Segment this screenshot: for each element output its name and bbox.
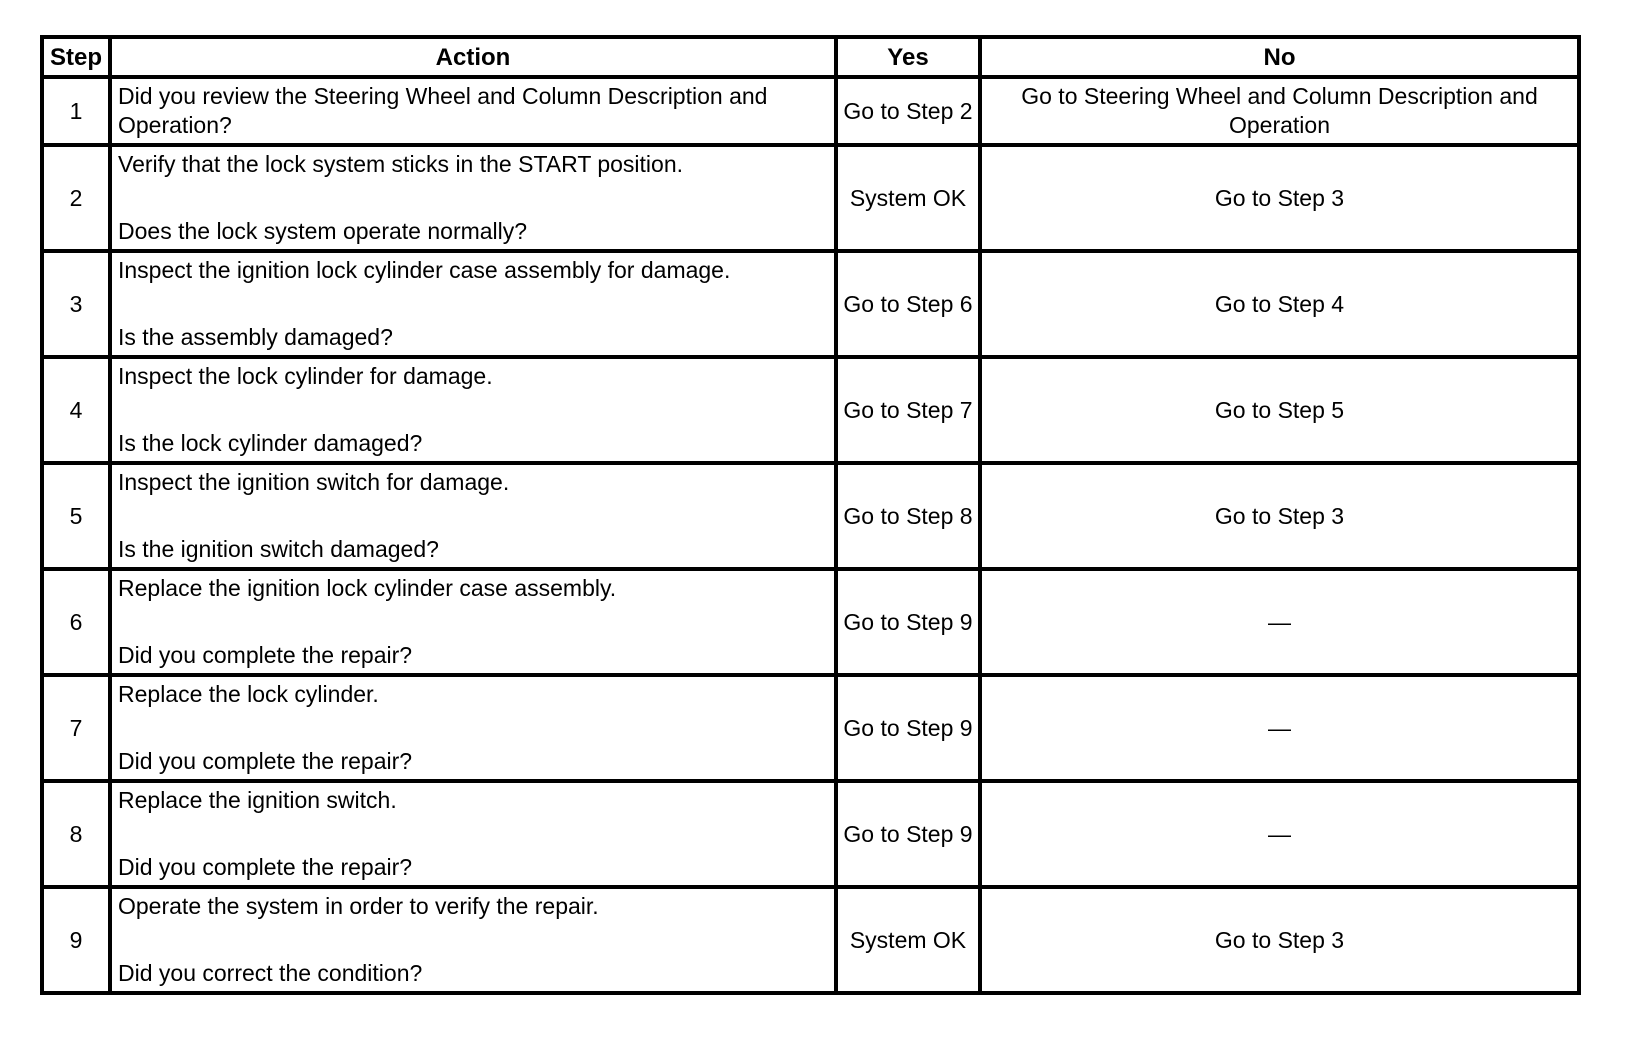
no-result: — xyxy=(980,781,1579,887)
action-instruction: Inspect the ignition lock cylinder case assembly for damage. xyxy=(118,257,731,283)
no-result: Go to Step 3 xyxy=(980,145,1579,251)
step-number: 5 xyxy=(42,463,110,569)
action-instruction: Replace the lock cylinder. xyxy=(118,681,379,707)
action-instruction: Inspect the ignition switch for damage. xyxy=(118,469,510,495)
header-step: Step xyxy=(42,37,110,77)
table-row xyxy=(42,675,1579,781)
yes-result: Go to Step 8 xyxy=(836,463,980,569)
action-instruction: Operate the system in order to verify the repair. xyxy=(118,893,599,919)
action-question: Did you complete the repair? xyxy=(118,748,413,774)
action-cell xyxy=(110,887,836,993)
yes-result: Go to Step 2 xyxy=(836,77,980,145)
step-number: 7 xyxy=(42,675,110,781)
table-row xyxy=(42,357,1579,463)
no-result: Go to Step 3 xyxy=(980,463,1579,569)
header-action: Action xyxy=(110,37,836,77)
table-row xyxy=(42,251,1579,357)
action-cell xyxy=(110,569,836,675)
action-text: Did you review the Steering Wheel and Column Description and Operation? xyxy=(110,77,836,145)
action-question: Is the ignition switch damaged? xyxy=(118,536,439,562)
header-row xyxy=(42,37,1579,77)
no-result: Go to Step 3 xyxy=(980,887,1579,993)
action-question: Does the lock system operate normally? xyxy=(118,218,528,244)
step-number: 4 xyxy=(42,357,110,463)
action-cell xyxy=(110,463,836,569)
step-number: 3 xyxy=(42,251,110,357)
yes-result: Go to Step 9 xyxy=(836,675,980,781)
yes-result: System OK xyxy=(836,887,980,993)
table-row xyxy=(42,77,1579,145)
action-instruction: Replace the ignition switch. xyxy=(118,787,397,813)
yes-result: Go to Step 9 xyxy=(836,781,980,887)
no-result: Go to Step 5 xyxy=(980,357,1579,463)
step-number: 2 xyxy=(42,145,110,251)
table-row xyxy=(42,887,1579,993)
action-cell xyxy=(110,145,836,251)
step-number: 6 xyxy=(42,569,110,675)
no-result: — xyxy=(980,569,1579,675)
table-row xyxy=(42,463,1579,569)
action-question: Did you correct the condition? xyxy=(118,960,423,986)
action-cell xyxy=(110,251,836,357)
action-cell xyxy=(110,357,836,463)
no-result: Go to Steering Wheel and Column Description and Operation xyxy=(980,77,1579,145)
table-row xyxy=(42,781,1579,887)
action-instruction: Verify that the lock system sticks in the START position. xyxy=(118,151,684,177)
action-question: Did you complete the repair? xyxy=(118,854,413,880)
yes-result: Go to Step 7 xyxy=(836,357,980,463)
yes-result: Go to Step 6 xyxy=(836,251,980,357)
header-yes: Yes xyxy=(836,37,980,77)
step-number: 8 xyxy=(42,781,110,887)
action-cell xyxy=(110,781,836,887)
no-result: — xyxy=(980,675,1579,781)
no-result: Go to Step 4 xyxy=(980,251,1579,357)
action-cell xyxy=(110,675,836,781)
action-question: Is the lock cylinder damaged? xyxy=(118,430,423,456)
header-no: No xyxy=(980,37,1579,77)
action-instruction: Replace the ignition lock cylinder case assembly. xyxy=(118,575,617,601)
diagnostic-table xyxy=(40,35,1581,995)
table-row xyxy=(42,569,1579,675)
yes-result: System OK xyxy=(836,145,980,251)
step-number: 9 xyxy=(42,887,110,993)
action-instruction: Inspect the lock cylinder for damage. xyxy=(118,363,493,389)
step-number: 1 xyxy=(42,77,110,145)
action-question: Did you complete the repair? xyxy=(118,642,413,668)
table-row xyxy=(42,145,1579,251)
yes-result: Go to Step 9 xyxy=(836,569,980,675)
action-question: Is the assembly damaged? xyxy=(118,324,393,350)
